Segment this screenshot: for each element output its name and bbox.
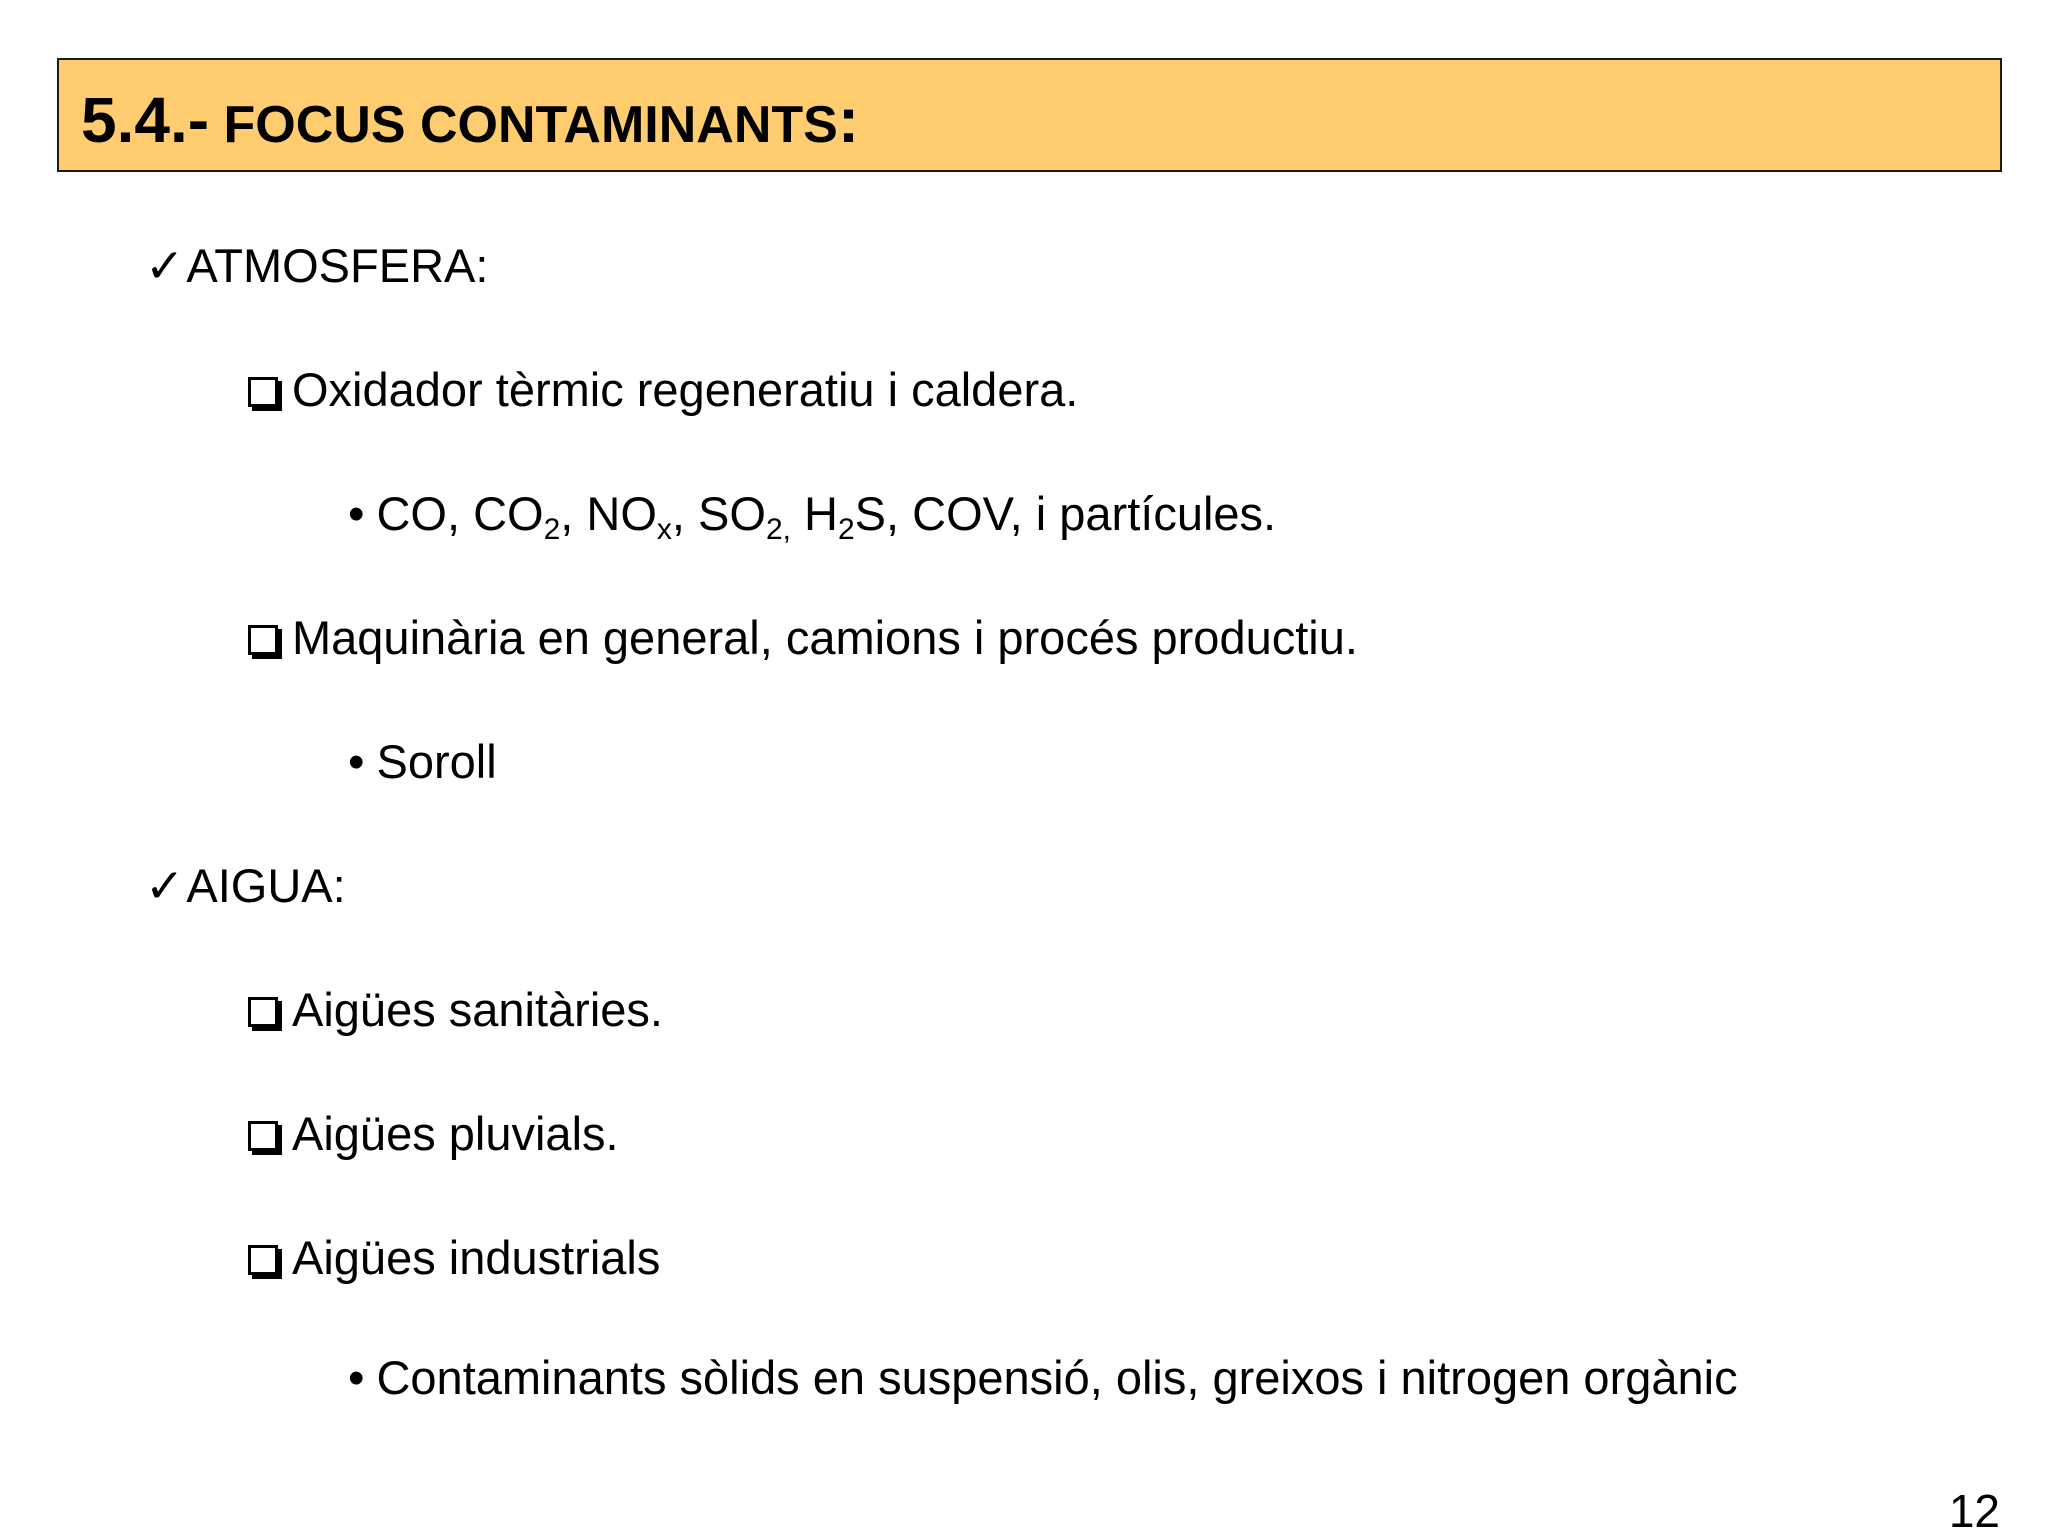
pollutant-text-1: CO, CO xyxy=(376,487,544,540)
title-text: FOCUS CONTAMINANTS xyxy=(209,96,838,154)
title-colon: : xyxy=(837,84,860,156)
bullet-text: Contaminants sòlids en suspensió, olis, greixos i nitrogen orgànic xyxy=(376,1351,1738,1404)
square-box-icon xyxy=(248,1121,278,1151)
list-item-label: Aigües pluvials. xyxy=(292,1107,619,1160)
page-number: 12 xyxy=(1948,1485,2000,1536)
list-item-label: Aigües industrials xyxy=(292,1231,661,1284)
bullet-text: Soroll xyxy=(376,735,497,788)
title-banner xyxy=(57,58,2002,172)
list-item-label: Oxidador tèrmic regeneratiu i caldera. xyxy=(292,363,1079,416)
checkmark-icon: ✓ xyxy=(145,859,185,912)
pollutant-text-5: S, COV, i partícules. xyxy=(854,487,1277,540)
list-item-industrials xyxy=(248,1231,661,1284)
pollutant-text-2: , NO xyxy=(560,487,657,540)
pollutant-text-4: H xyxy=(790,487,838,540)
bullet-dot-icon: • xyxy=(348,735,365,788)
bullet-soroll xyxy=(348,735,497,788)
bullet-industrial-pollutants xyxy=(348,1348,1748,1408)
square-box-icon xyxy=(248,1245,278,1275)
list-item-label: Aigües sanitàries. xyxy=(292,983,663,1036)
section-atmosfera xyxy=(145,239,489,292)
square-box-icon xyxy=(248,997,278,1027)
list-item-pluvials xyxy=(248,1107,619,1160)
pollutant-sub-3: 2, xyxy=(765,513,791,546)
checkmark-icon: ✓ xyxy=(145,239,185,292)
pollutant-text-3: , SO xyxy=(671,487,766,540)
list-item-oxidador xyxy=(248,363,1079,416)
page-title xyxy=(81,84,860,156)
section-label: AIGUA: xyxy=(186,859,346,912)
square-box-icon xyxy=(248,377,278,407)
bullet-dot-icon: • xyxy=(348,1351,365,1404)
pollutant-sub-2: x xyxy=(656,513,672,546)
bullet-pollutants xyxy=(348,487,1277,546)
pollutant-sub-4: 2 xyxy=(837,513,855,546)
section-aigua xyxy=(145,859,346,912)
section-label: ATMOSFERA: xyxy=(186,239,489,292)
title-number: 5.4.- xyxy=(81,84,210,156)
pollutant-sub-1: 2 xyxy=(543,513,561,546)
square-box-icon xyxy=(248,625,278,655)
bullet-dot-icon: • xyxy=(348,487,365,540)
list-item-maquinaria xyxy=(248,611,1358,664)
list-item-sanitaries xyxy=(248,983,663,1036)
list-item-label: Maquinària en general, camions i procés productiu. xyxy=(292,611,1358,664)
